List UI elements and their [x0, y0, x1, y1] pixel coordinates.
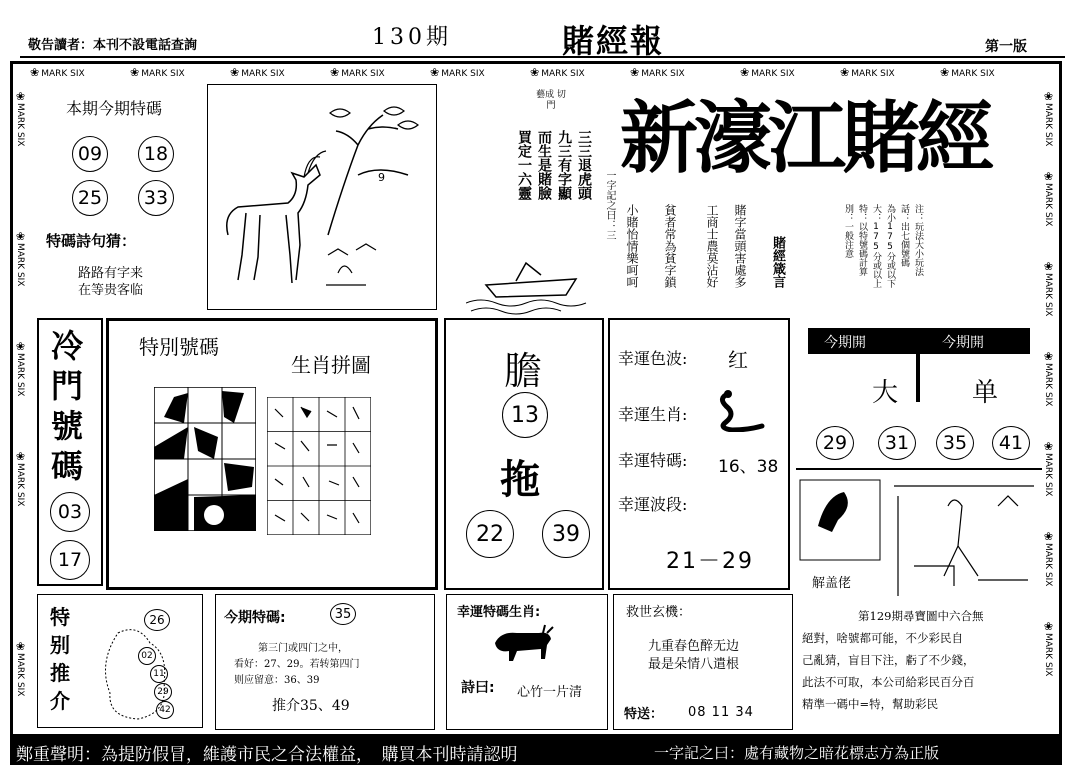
- marquee-item: ❀ MARK SIX: [1042, 260, 1055, 316]
- announcement-line: 絕對，啥號都可能，不少彩民自: [802, 631, 963, 645]
- current-issue-divider: [916, 352, 920, 402]
- boat-picture: [466, 245, 601, 315]
- marquee-item: ❀ MARK SIX: [840, 66, 895, 79]
- rescue-line: 最是朵情八遣根: [648, 657, 740, 672]
- newspaper-title: 賭經報: [562, 22, 665, 60]
- reader-notice: 敬告讀者：本刊不設電話查詢: [28, 38, 198, 53]
- cold-numbers-label: 冷門號碼: [51, 327, 84, 485]
- lucky-label: 幸運特碼:: [618, 451, 688, 470]
- marquee-item: ❀ MARK SIX: [740, 66, 795, 79]
- send-numbers: 08 11 34: [688, 705, 754, 720]
- rescue-label: 救世玄機：: [626, 605, 692, 620]
- poem-col: 買定一六靈: [516, 130, 532, 200]
- cold-number-ball: 17: [50, 540, 90, 580]
- page-label: 第一版: [985, 39, 1027, 55]
- quote-title: 賭經箴言: [770, 236, 785, 288]
- puzzle-grid-left: [154, 387, 256, 531]
- drag-number-ball: 39: [542, 510, 590, 558]
- puzzle-grid-right: [267, 397, 371, 535]
- quote-col: 小賭怡情樂呵呵: [625, 204, 639, 288]
- header: [0, 0, 1080, 60]
- cold-number-ball: 03: [50, 492, 90, 532]
- recommend-ball: 11: [150, 665, 168, 683]
- marquee-item: ❀ MARK SIX: [30, 66, 85, 79]
- footer-bar: [10, 737, 1062, 765]
- current-issue-label-left: 今期開: [824, 335, 866, 351]
- announcement-line: 此法不可取，本公司給彩民百分百: [802, 675, 975, 689]
- current-issue-label-right: 今期開: [942, 335, 984, 351]
- poem-side-note: 一字記之曰：三: [604, 170, 615, 240]
- dare-number-ball: 13: [502, 392, 548, 438]
- special-today-recommend: 推介35、49: [272, 698, 350, 714]
- marquee-item: ❀ MARK SIX: [14, 450, 27, 506]
- marquee-item: ❀ MARK SIX: [130, 66, 185, 79]
- top-left-panel: [38, 86, 203, 311]
- marquee-item: ❀ MARK SIX: [630, 66, 685, 79]
- current-issue: [796, 322, 1040, 470]
- current-issue-rule: [796, 468, 1042, 470]
- rules-col: 注：玩法大小玩法: [913, 204, 923, 276]
- quote-col: 工商士農莫沾好: [705, 204, 719, 288]
- announcement-line: 己亂猜，盲目下注，虧了不少錢，: [802, 653, 975, 667]
- dare-char: 膽: [504, 349, 543, 393]
- poem-col: 而生是賭臉: [536, 130, 552, 200]
- announcement-line: 第129期尋寶圖中六合無: [858, 609, 984, 623]
- special-today-line: 第三门或四门之中，: [258, 643, 348, 654]
- top-left-title: 本期今期特碼: [66, 99, 163, 118]
- announcement-line: 精準一碼中=特，幫助彩民: [802, 697, 939, 711]
- current-number-ball: 29: [816, 426, 854, 460]
- rules-col: 大：175分或以上: [871, 204, 881, 288]
- ox-icon: [487, 623, 557, 665]
- marquee-item: ❀ MARK SIX: [940, 66, 995, 79]
- vertical-poem: [498, 84, 618, 244]
- lucky-range: 21－29: [666, 549, 754, 574]
- number-ball: 33: [138, 180, 174, 216]
- poem-col: 九三有字顯: [556, 130, 572, 200]
- current-number-ball: 41: [992, 426, 1030, 460]
- send-label: 特送：: [624, 707, 664, 722]
- recommend-ball: 26: [144, 609, 170, 631]
- quote-col: 貧者常為貧字鎖: [663, 204, 677, 288]
- marquee-top: [30, 66, 1030, 80]
- title-block: [620, 86, 1040, 311]
- poem-label: 詩曰:: [461, 680, 495, 696]
- lucky-label: 幸運色波:: [618, 349, 688, 368]
- marquee-item: ❀ MARK SIX: [1042, 170, 1055, 226]
- poem-col: 三三退虎頭: [576, 130, 592, 200]
- marquee-item: ❀ MARK SIX: [1042, 530, 1055, 586]
- puzzle-title: 特別號碼: [139, 335, 219, 359]
- special-today-line: 则应留意：36、39: [234, 675, 320, 686]
- poem-line: 在等贵客临: [78, 283, 144, 298]
- issue-number: 130期: [372, 25, 452, 50]
- lucky-label: 幸運生肖:: [618, 405, 688, 424]
- marquee-item: ❀ MARK SIX: [1042, 440, 1055, 496]
- rescue-line: 九重春色醉无边: [648, 639, 740, 654]
- footer-right: 一字記之曰：處有藏物之暗花標志方為正版: [654, 744, 940, 762]
- lucky-value: 红: [728, 348, 748, 372]
- riddle-picture: [798, 476, 1038, 596]
- marquee-item: ❀ MARK SIX: [330, 66, 385, 79]
- dare-box: [444, 318, 604, 590]
- recommend-ball: 42: [156, 701, 174, 719]
- poem-text: 心竹一片清: [517, 685, 583, 700]
- rules-col: 為小175分或以下: [885, 204, 895, 288]
- deer-number: 9: [378, 171, 385, 184]
- special-puzzle-box: [106, 318, 438, 590]
- marquee-item: ❀ MARK SIX: [14, 230, 27, 286]
- recommend-box: [37, 594, 203, 728]
- special-today-label: 今期特碼:: [224, 610, 286, 626]
- rescue-box: [613, 594, 793, 730]
- marquee-item: ❀ MARK SIX: [1042, 90, 1055, 146]
- current-issue-value-right: 单: [972, 378, 999, 408]
- marquee-left: [14, 80, 32, 730]
- marquee-item: ❀ MARK SIX: [430, 66, 485, 79]
- poem-line: 路路有字来: [78, 266, 144, 281]
- current-issue-value-left: 大: [872, 378, 899, 408]
- rules-col: 特：以特號碼計算: [857, 204, 867, 276]
- drag-char: 拖: [500, 456, 540, 503]
- cold-numbers-box: [37, 318, 103, 586]
- rules-col: 別：一般注意: [843, 204, 853, 258]
- announcement: [798, 608, 1042, 728]
- recommend-label: 特别推介: [50, 605, 70, 713]
- number-ball: 18: [138, 136, 174, 172]
- lucky-zodiac-box: [446, 594, 608, 730]
- special-today-box: [215, 594, 435, 730]
- rules-col: 話：出七個號碼: [899, 204, 909, 267]
- marquee-item: ❀ MARK SIX: [1042, 350, 1055, 406]
- current-number-ball: 31: [878, 426, 916, 460]
- lucky-value: 16、38: [718, 457, 779, 477]
- special-today-line: 看好：27、29。若转第四门: [234, 659, 360, 670]
- header-rule: [20, 56, 1065, 58]
- deer-picture: [207, 84, 437, 310]
- number-ball: 25: [72, 180, 108, 216]
- special-today-ball: 35: [330, 603, 356, 625]
- quote-col: 賭字當頭害處多: [733, 204, 747, 288]
- marquee-item: ❀ MARK SIX: [530, 66, 585, 79]
- marquee-item: ❀ MARK SIX: [230, 66, 285, 79]
- boat-drawing: [466, 245, 601, 315]
- marquee-right: [1042, 80, 1060, 730]
- number-ball: 09: [72, 136, 108, 172]
- lucky-label: 幸運波段:: [618, 495, 688, 514]
- poem-title: 特碼詩句猜：: [46, 232, 137, 250]
- recommend-ball: 02: [138, 647, 156, 665]
- marquee-item: ❀ MARK SIX: [14, 340, 27, 396]
- logo-title: 新濠江賭經: [620, 93, 991, 184]
- current-number-ball: 35: [936, 426, 974, 460]
- marquee-item: ❀ MARK SIX: [1042, 620, 1055, 676]
- lucky-zodiac-label: 幸運特碼生肖:: [457, 605, 541, 620]
- footer-statement: 鄭重聲明：為提防假冒，維護市民之合法權益， 購買本刊時請認明: [16, 745, 518, 765]
- riddle-caption: 解盖佬: [812, 576, 852, 591]
- deer-drawing: [208, 85, 434, 307]
- poem-head: 藝成 切門: [536, 90, 566, 111]
- marquee-item: ❀ MARK SIX: [14, 90, 27, 146]
- lucky-box: [608, 318, 790, 590]
- puzzle-subtitle: 生肖拼圖: [291, 353, 371, 377]
- snake-icon: [714, 388, 768, 432]
- recommend-ball: 29: [154, 683, 172, 701]
- drag-number-ball: 22: [466, 510, 514, 558]
- marquee-item: ❀ MARK SIX: [14, 640, 27, 696]
